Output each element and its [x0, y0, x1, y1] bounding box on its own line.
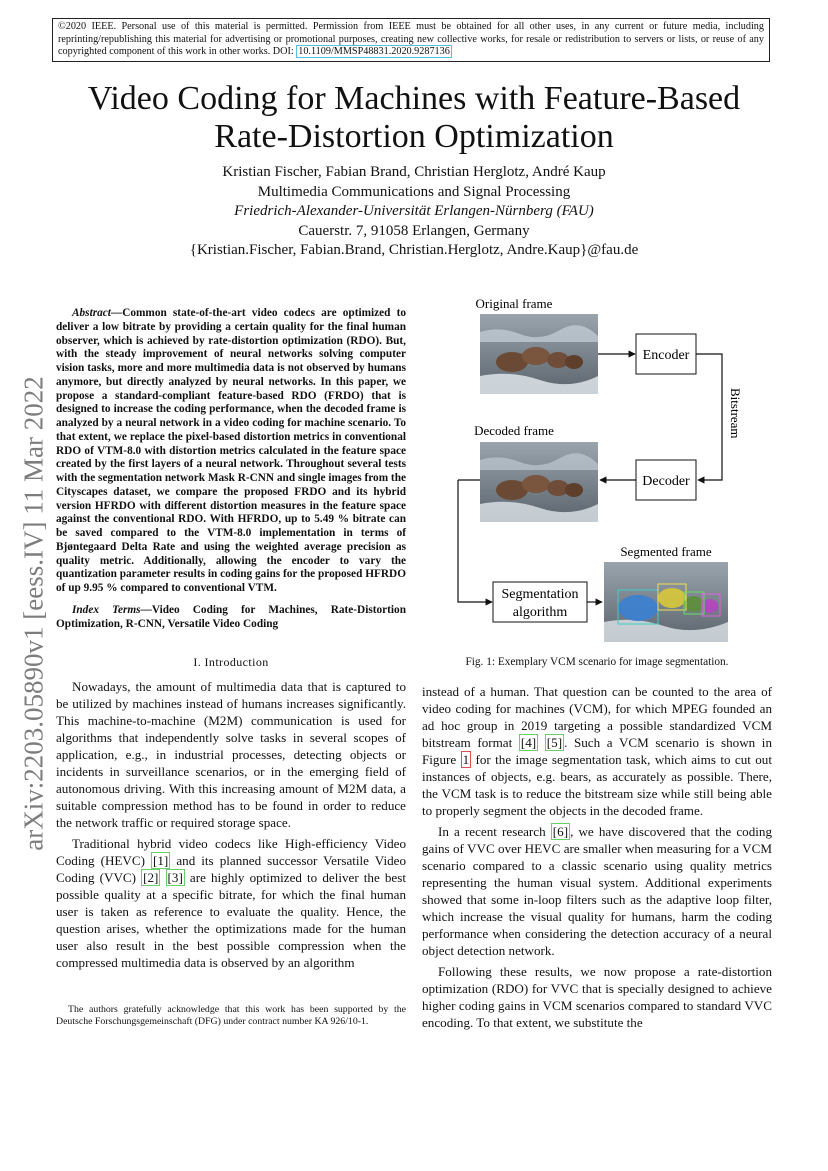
intro-p2-part-b: and its planned successor Versatile Video Coding (VVC)	[56, 853, 406, 886]
affiliation-dept: Multimedia Communications and Signal Processing	[257, 183, 571, 200]
arxiv-stamp	[14, 358, 54, 868]
decoder-label: Decoder	[642, 474, 690, 489]
copyright-text: ©2020 IEEE. Personal use of this material is permitted. Permission from IEEE must be obtained for all other uses, in any current or future media, including reprinting/republishing this material for advertising or promotional purposes, creating new collective works, for resale or redistribution to servers or lists, or reuse of any copyrighted component of this work in other works. DOI:	[58, 21, 764, 58]
author-names: Kristian Fischer, Fabian Brand, Christian Herglotz, André Kaup	[222, 164, 606, 180]
original-frame-image	[480, 314, 598, 394]
footnote: The authors gratefully acknowledge that this work has been supported by the Deutsche Forschungsgemeinschaft (DFG) under contract number KA 926/10-1.	[56, 1004, 406, 1027]
figure-vcm-scenario	[440, 292, 780, 642]
index-terms-text: —Video Coding for Machines, Rate-Distortion Optimization, R-CNN, Versatile Video Coding	[56, 603, 406, 630]
figure-reference[interactable]: 1	[462, 752, 470, 767]
intro-p3-part-a: instead of a human. That question can be counted to the area of video coding for machines (VCM), for which MPEG founded an ad hoc group in 2019 targeting a possible standardized VCM bitstream format	[422, 684, 772, 750]
abstract-text: —Common state-of-the-art video codecs are optimized to deliver a low bitrate by providing a certain quality for the final human observer, which is achieved by rate-distortion optimization (RDO). But, with the steady improvement of neural networks solving computer vision tasks, more and more multimedia data is not observed by humans anymore, but directly analyzed by neural networks. In this paper, we propose a standard-compliant feature-based RDO (FRDO) that is designed to increase the coding performance, when the decoded frame is analyzed by a neural network in a video coding for machine scenario. To that extent, we replace the pixel-based distortion metrics in conventional RDO of VTM-8.0 with distortion metrics calculated in the feature space created by the first layers of a neural network. Throughout several tests with the segmentation network Mask R-CNN and single images from the Cityscapes dataset, we compare the proposed FRDO and its hybrid version HFRDO with different distortion measures in the feature space against the conventional RDO. With HFRDO, up to 5.49 % bitrate can be saved compared to the VTM-8.0 implementation in terms of Bjøntegaard Delta Rate and using the weighted average precision as quality metric. Additionally, allowing the encoder to vary the quantization parameter results in coding gains for the proposed HFRDO of up 9.95 % compared to conventional VTM.	[56, 307, 406, 594]
title-line-1: Video Coding for Machines with Feature-Based	[87, 80, 741, 117]
intro-p3-part-b: . Such a VCM scenario is shown in Figure	[422, 735, 772, 767]
intro-paragraph-1: Nowadays, the amount of multimedia data that is captured to be utilized by machines instead of humans increases significantly. This machine-to-machine (M2M) communication is used for algorithms that independently solve tasks in several scopes of application, e.g., in industrial processes, detecting objects or incidents in surveillance scenarios, or in the emerging field of autonomous driving. With this increasing amount of M2M data, a suitable compression method has to be found in order to reduce the network traffic or required storage space.	[56, 679, 406, 831]
citation-3[interactable]: [3]	[167, 870, 183, 886]
decoder-box	[636, 460, 696, 500]
right-column	[422, 683, 772, 1031]
figure-caption: Fig. 1: Exemplary VCM scenario for image segmentation.	[465, 656, 729, 668]
citation-4[interactable]: [4]	[520, 735, 537, 750]
paper-title	[60, 80, 768, 156]
copyright-notice	[52, 18, 770, 62]
decoded-frame-image	[480, 442, 598, 522]
citation-2[interactable]: [2]	[143, 870, 159, 886]
affiliation-address: Cauerstr. 7, 91058 Erlangen, Germany	[298, 222, 530, 239]
figure-diagram	[440, 292, 780, 642]
citation-6[interactable]: [6]	[552, 824, 569, 839]
arxiv-stamp-text: arXiv:2203.05890v1 [eess.IV] 11 Mar 2022	[18, 375, 49, 851]
section-heading-introduction: I. Introduction	[193, 655, 269, 670]
left-column	[56, 307, 406, 971]
label-segmented-frame: Segmented frame	[620, 544, 712, 559]
intro-paragraph-2	[56, 835, 406, 971]
intro-p2-part-a: Traditional hybrid video codecs like High-efficiency Video Coding (HEVC)	[56, 836, 406, 869]
encoder-label: Encoder	[642, 348, 690, 363]
index-terms-lead: Index Terms	[72, 603, 141, 616]
label-original-frame: Original frame	[475, 296, 553, 311]
intro-p2-part-c: are highly optimized to deliver the best possible quality at a specific bitrate, for which the final human user is taken as reference to evaluate the quality. Hence, the question arises, whether the optimizations made for the human user also result in the best possible compression when the compressed multimedia data is observed by an algorithm	[56, 870, 406, 971]
citation-1[interactable]: [1]	[153, 853, 169, 869]
author-emails: {Kristian.Fischer, Fabian.Brand, Christian.Herglotz, Andre.Kaup}@fau.de	[189, 242, 639, 258]
segmented-frame-image	[604, 562, 728, 642]
intro-p3-part-c: for the image segmentation task, which aims to cut out instances of objects, e.g. bears, as accurately as possible. There, the VCM task is to reduce the bitstream size while still being able to properly segment the objects in the decoded frame.	[422, 752, 772, 818]
doi-link[interactable]: 10.1109/MMSP48831.2020.9287136	[298, 46, 450, 58]
segmentation-label-line-2: algorithm	[512, 605, 568, 620]
bitstream-label: Bitstream	[728, 388, 743, 439]
segmentation-box	[493, 582, 587, 622]
title-line-2: Rate-Distortion Optimization	[214, 118, 614, 155]
segmentation-label-line-1: Segmentation	[501, 587, 579, 602]
author-block	[60, 163, 768, 261]
intro-paragraph-3	[422, 683, 772, 819]
intro-paragraph-4	[422, 823, 772, 959]
affiliation-university: Friedrich-Alexander-Universität Erlangen-Nürnberg (FAU)	[234, 203, 594, 219]
encoder-box	[636, 334, 696, 374]
abstract-lead: Abstract	[72, 307, 111, 319]
intro-p4-part-a: In a recent research	[438, 824, 551, 839]
abstract	[56, 307, 406, 596]
intro-paragraph-5: Following these results, we now propose a rate-distortion optimization (RDO) for VVC that is specially designed to achieve higher coding gains in VCM scenarios compared to standard VVC encoding. To that extent, we substitute the	[422, 964, 772, 1030]
intro-p4-part-b: , we have discovered that the coding gains of VVC over HEVC are smaller when measuring for a VCM scenario compared to a classic scenario using quality metrics representing the human visual system. Additional experiments showed that some in-loop filters such as the adaptive loop filter, which increase the visual quality for humans, harm the coding performance when considering the detection accuracy of a neural object detection network.	[422, 824, 772, 958]
bitstream-arrow	[696, 354, 722, 480]
index-terms	[56, 604, 406, 632]
label-decoded-frame: Decoded frame	[474, 423, 554, 438]
citation-5[interactable]: [5]	[546, 735, 563, 750]
